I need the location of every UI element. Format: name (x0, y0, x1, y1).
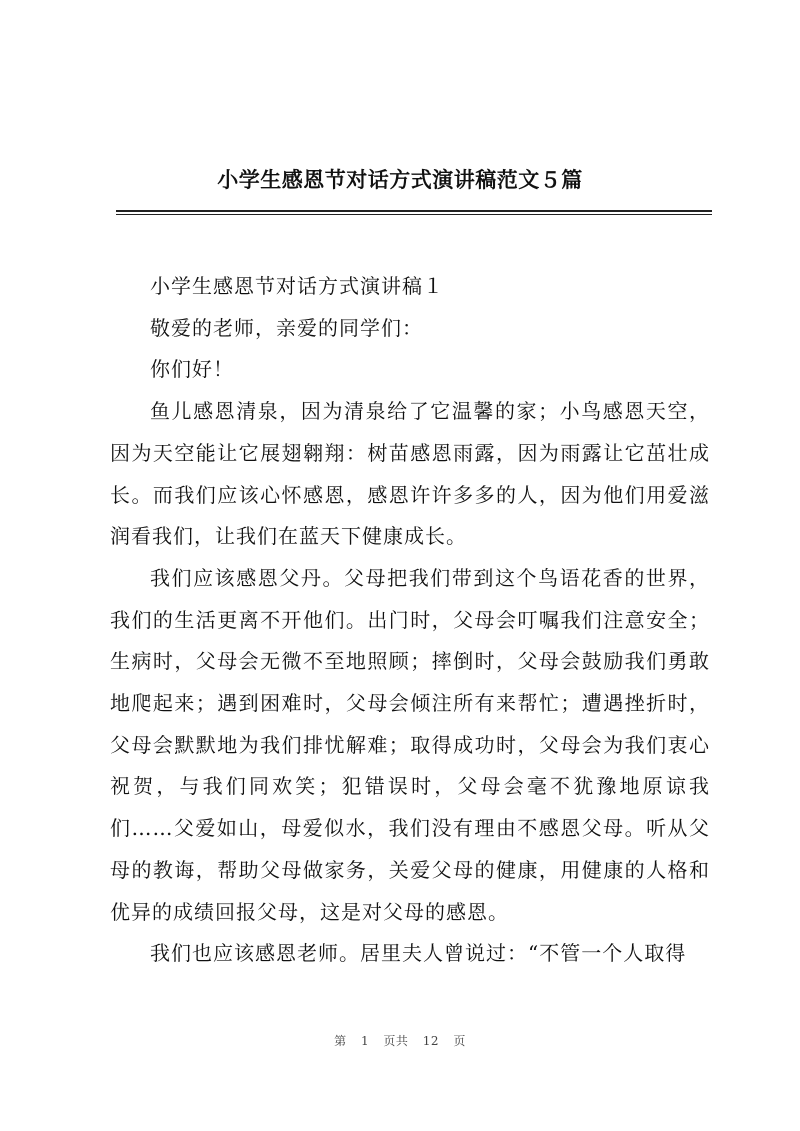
footer-page-number: 1 (360, 1034, 370, 1048)
paragraph: 鱼儿感恩清泉，因为清泉给了它温馨的家；小鸟感恩天空，因为天空能让它展翅翱翔：树苗感恩雨露，因为雨露让它茁壮成长。而我们应该心怀感恩，感恩许许多多的人，因为他们用爱滋润看我们，让我们在蓝天下健康成长。 (110, 399, 710, 549)
page-footer (0, 1032, 800, 1049)
document-title: 小学生感恩节对话方式演讲稿范文５篇 (217, 167, 583, 192)
footer-ye-gong: 页共 (383, 1034, 409, 1048)
paragraph: 我们应该感恩父丹。父母把我们带到这个鸟语花香的世界，我们的生活更离不开他们。出门时，父母会叮嘱我们注意安全；生病时，父母会无微不至地照顾；摔倒时，父母会鼓励我们勇敢地爬起来；遇到困难时，父母会倾注所有来帮忙；遭遇挫折时，父母会默默地为我们排忧解难；取得成功时，父母会为我们衷心祝贺，与我们同欢笑；犯错误时，父母会毫不犹豫地原谅我们……父爱如山，母爱似水，我们没有理由不感恩父母。听从父母的教诲，帮助父母做家务，关爱父母的健康，用健康的人格和优异的成绩回报父母，这是对父母的感恩。 (110, 565, 710, 924)
document-body (110, 266, 710, 975)
title-divider-thin (116, 214, 712, 215)
footer-total-pages: 12 (422, 1034, 440, 1048)
paragraph: 我们也应该感恩老师。居里夫人曾说过：“不管一个人取得 (150, 941, 687, 966)
salutation: 敬爱的老师，亲爱的同学们： (150, 315, 423, 340)
title-divider-thick (116, 210, 712, 212)
footer-di: 第 (334, 1034, 347, 1048)
greeting: 你们好！ (150, 357, 234, 382)
footer-ye: 页 (453, 1034, 466, 1048)
section-heading: 小学生感恩节对话方式演讲稿１ (150, 274, 444, 298)
